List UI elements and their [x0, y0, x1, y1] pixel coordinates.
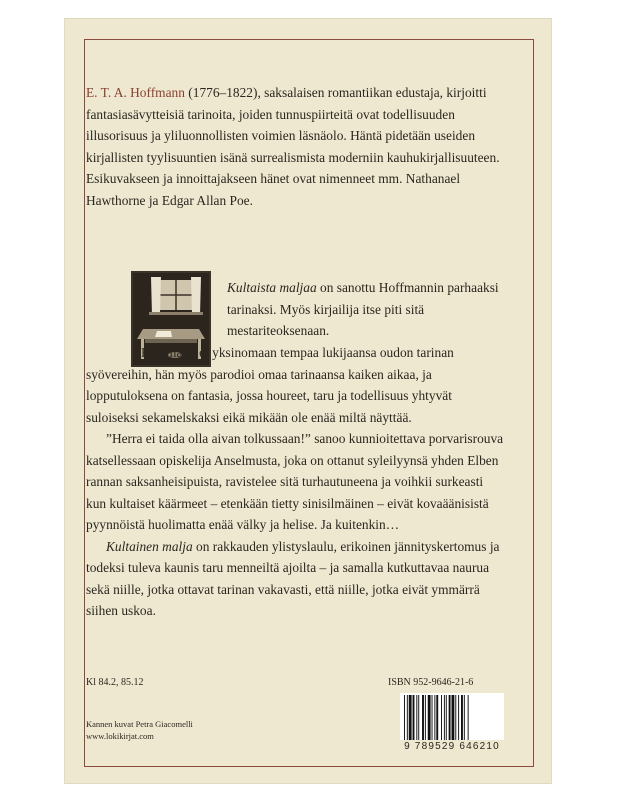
author-bio-text: (1776–1822), saksalaisen romantiikan edustaja, kirjoitti fantasiasävytteisiä tarinoita, joiden tunnuspiirteitä ovat todellisuuden illusorisuus ja yliluonnollisten voimien läsnäolo. Häntä pidetään useiden kirjallisten tyylisuuntien isänä surrealismista moderniin kauhukirjallisuuteen. Esikuvakseen ja innoittajakseen hänet ovat nimenneet mm. Nathanael Hawthorne ja Edgar Allan Poe. [86, 85, 500, 208]
barcode-bar [413, 695, 415, 741]
author-name: E. T. A. Hoffmann [86, 85, 185, 100]
barcode-bar [446, 695, 447, 741]
isbn-label: ISBN 952-9646-21-6 [388, 677, 474, 688]
paragraph-2: ”Herra ei taida olla aivan tolkussaan!” sanoo kunnioitettava porvarisrouva katsellessaan opiskelija Anselmusta, joka on ottanut syleilyynsä yhden Elben rannan saksanheisipuista, ravistelee sitä turhautuneena ja voihkii surkeasti kun kultaiset käärmeet – etenkään tietty sinisilmäinen – eivät kovaäänisistä pyynnöistä huolimatta enää välky ja helise. Ja kuitenkin… [86, 431, 504, 532]
barcode-bar [449, 695, 451, 741]
barcode-bar [444, 695, 445, 741]
barcode-bar [434, 695, 435, 741]
author-bio [86, 82, 506, 211]
barcode-bar [436, 695, 438, 741]
barcode-bar [407, 695, 408, 741]
paragraph-1: Hoffmann ei yksinomaan tempaa lukijaansa oudon tarinan syövereihin, hän myös parodioi omaa tarinaansa kaiken aikaa, ja lopputuloksena on fantasia, jossa houreet, taru ja todellisuus yhtyvät suloiseksi sekamelskaksi eikä mikään ole enää miltä näyttää. [86, 345, 454, 425]
paragraph-3 [86, 536, 506, 622]
barcode-bar [418, 695, 419, 741]
barcode-bar [468, 695, 469, 741]
cover-credits [86, 719, 193, 742]
publisher-url: www.lokikirjat.com [86, 730, 154, 741]
barcode-bar [425, 695, 426, 741]
barcode-bar [452, 695, 455, 741]
intro-paragraph [227, 277, 506, 342]
barcode-bar [458, 695, 459, 741]
isbn-barcode [400, 693, 504, 745]
barcode-bar [441, 695, 442, 741]
library-classification: Kl 84.2, 85.12 [86, 677, 144, 688]
barcode-bar [461, 695, 463, 741]
paragraph-3-title: Kultainen malja [106, 538, 193, 554]
barcode-bar [422, 695, 424, 741]
paragraph-3-text: on rakkauden ylistyslaulu, erikoinen jännityskertomus ja todeksi tuleva kaunis taru menneiltä ajoilta – ja samalla kutkuttavaa naurua sekä niille, jotka ottavat tarinan vakavasti, että niille, jotka eivät ymmärrä siihen uskoa. [86, 538, 500, 618]
cover-image-credit: Kannen kuvat Petra Giacomelli [86, 719, 193, 729]
intro-text: on sanottu Hoffmannin parhaaksi tarinaksi. Myös kirjailija itse piti sitä mestariteoksenaan. [227, 280, 499, 338]
barcode-bar [404, 695, 405, 741]
barcode-bar [455, 695, 456, 741]
book-title-italic: Kultaista maljaa [227, 280, 317, 295]
barcode-bar [464, 695, 465, 741]
barcode-number: 9 789529 646210 [400, 740, 504, 752]
barcode-bar [416, 695, 417, 741]
barcode-bar [409, 695, 412, 741]
barcode-bar [428, 695, 431, 741]
description-body [86, 342, 506, 622]
barcode-bar [432, 695, 433, 741]
